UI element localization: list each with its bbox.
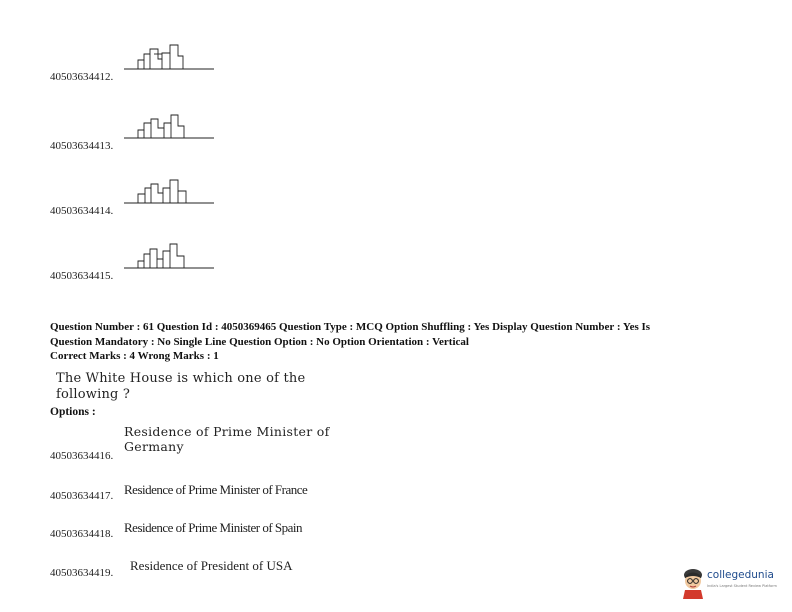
option-id-2: 40503634413. (50, 140, 114, 152)
question-text-line-2: following ? (56, 386, 131, 402)
logo-tagline: India's Largest Student Review Platform (707, 584, 777, 588)
building-figure-2 (124, 111, 216, 139)
option-id-1: 40503634412. (50, 71, 114, 83)
building-figure-3 (124, 176, 216, 204)
mascot-icon (680, 566, 706, 600)
answer-option-text-3: Residence of Prime Minister of Spain (124, 520, 303, 535)
answer-option-text-1-line-2: Germany (124, 439, 184, 454)
answer-option-id-4: 40503634419. (50, 567, 114, 579)
collegedunia-logo (680, 566, 790, 600)
building-figure-1 (124, 42, 216, 70)
question-meta-line-2: Question Mandatory : No Single Line Question Option : No Option Orientation : Vertical (50, 335, 469, 348)
option-id-3: 40503634414. (50, 205, 114, 217)
answer-option-id-2: 40503634417. (50, 490, 114, 502)
logo-name: collegedunia (707, 569, 774, 581)
options-label: Options : (50, 406, 96, 418)
answer-option-text-1-line-1: Residence of Prime Minister of (124, 424, 330, 439)
answer-option-id-1: 40503634416. (50, 450, 114, 462)
question-text-line-1: The White House is which one of the (56, 371, 306, 386)
option-id-4: 40503634415. (50, 270, 114, 282)
answer-option-text-4: Residence of President of USA (130, 558, 293, 573)
answer-option-id-3: 40503634418. (50, 528, 114, 540)
question-meta-line-1: Question Number : 61 Question Id : 4050369465 Question Type : MCQ Option Shuffling : Yes Display Question Number : Yes Is (50, 321, 651, 333)
answer-option-text-2: Residence of Prime Minister of France (124, 482, 308, 497)
question-marks: Correct Marks : 4 Wrong Marks : 1 (50, 350, 219, 362)
building-figure-4 (124, 241, 216, 269)
